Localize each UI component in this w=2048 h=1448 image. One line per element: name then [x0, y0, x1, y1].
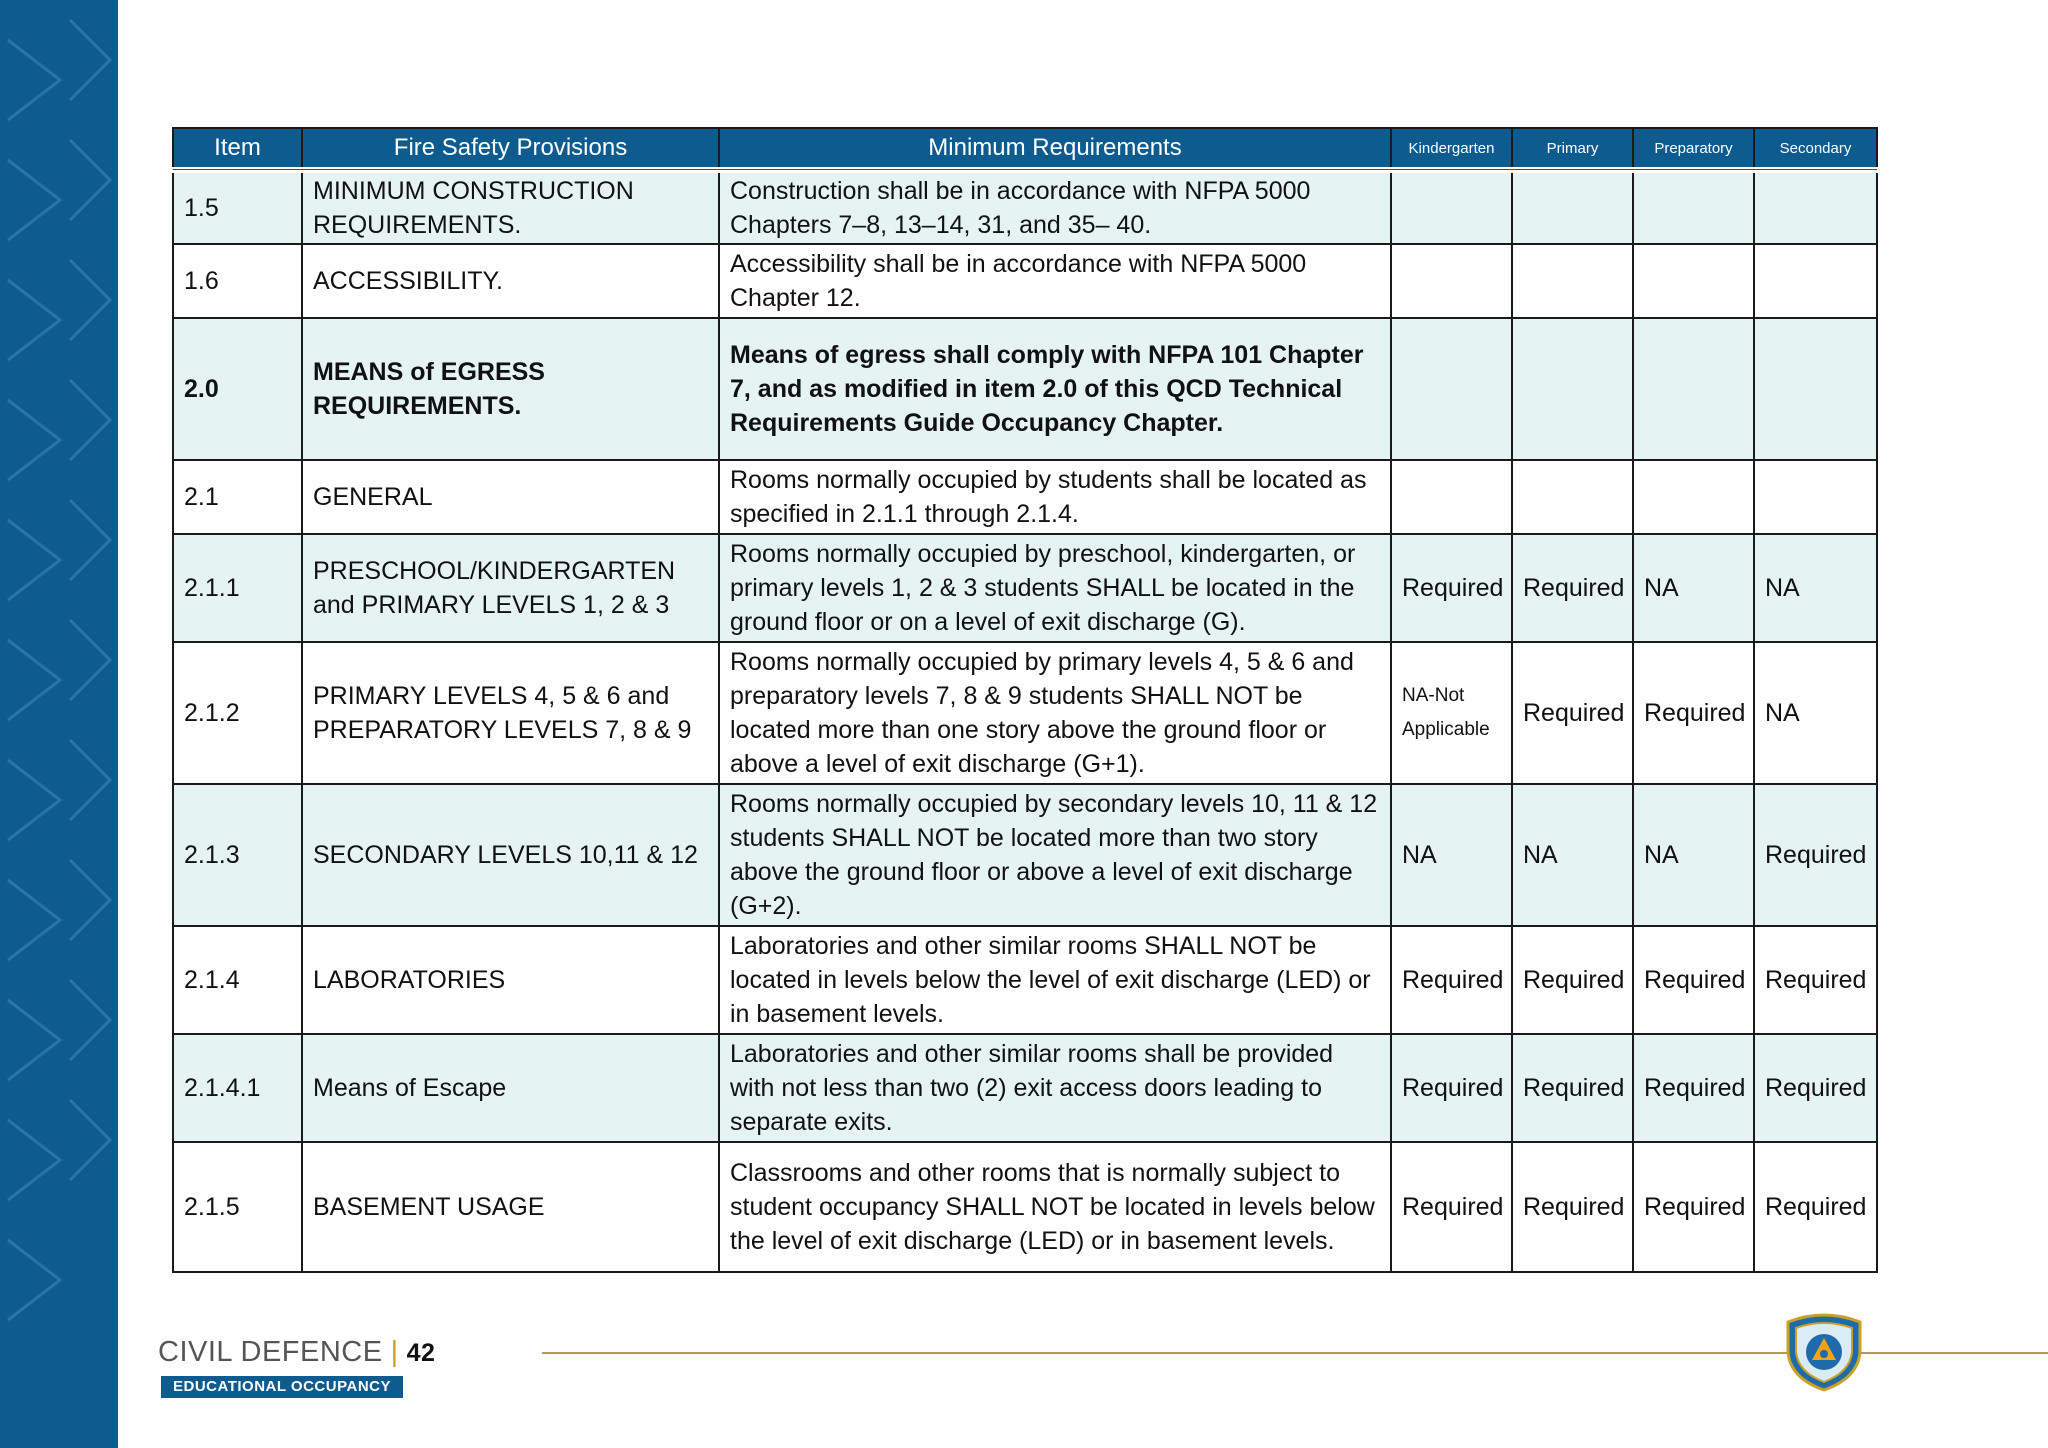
- page-number: 42: [406, 1339, 436, 1367]
- table-row: [173, 926, 1877, 1034]
- cell-provision: GENERAL: [302, 460, 719, 534]
- cell-primary: NA: [1512, 784, 1633, 926]
- table-row: [173, 170, 1877, 244]
- cell-item: 2.1.3: [173, 784, 302, 926]
- cell-requirement: Rooms normally occupied by secondary levels 10, 11 & 12 students SHALL NOT be located more than two story above the ground floor or above a level of exit discharge (G+2).: [719, 784, 1391, 926]
- cell-preparatory: Required: [1633, 1034, 1754, 1142]
- cell-primary: Required: [1512, 642, 1633, 784]
- requirements-table-container: [172, 127, 1876, 1273]
- table-row: [173, 460, 1877, 534]
- cell-preparatory: [1633, 318, 1754, 460]
- cell-secondary: [1754, 318, 1877, 460]
- footer-brand: CIVIL DEFENCE: [158, 1336, 383, 1368]
- cell-primary: [1512, 170, 1633, 244]
- sidebar-pattern-icon: [0, 0, 118, 1448]
- cell-secondary: [1754, 170, 1877, 244]
- cell-kindergarten: Required: [1391, 926, 1512, 1034]
- header-primary: Primary: [1512, 128, 1633, 170]
- cell-secondary: NA: [1754, 534, 1877, 642]
- header-item: Item: [173, 128, 302, 170]
- cell-preparatory: NA: [1633, 784, 1754, 926]
- cell-item: 1.6: [173, 244, 302, 318]
- cell-item: 2.1.1: [173, 534, 302, 642]
- cell-kindergarten: [1391, 244, 1512, 318]
- cell-preparatory: [1633, 460, 1754, 534]
- header-minimum-requirements: Minimum Requirements: [719, 128, 1391, 170]
- cell-provision: ACCESSIBILITY.: [302, 244, 719, 318]
- cell-primary: Required: [1512, 926, 1633, 1034]
- cell-preparatory: NA: [1633, 534, 1754, 642]
- cell-kindergarten: [1391, 170, 1512, 244]
- cell-requirement: Classrooms and other rooms that is normally subject to student occupancy SHALL NOT be located in levels below the level of exit discharge (LED) or in basement levels.: [719, 1142, 1391, 1272]
- cell-preparatory: Required: [1633, 642, 1754, 784]
- footer-separator: |: [390, 1336, 399, 1368]
- cell-secondary: Required: [1754, 1034, 1877, 1142]
- cell-secondary: [1754, 244, 1877, 318]
- section-badge: EDUCATIONAL OCCUPANCY: [161, 1376, 403, 1398]
- civil-defence-emblem-icon: [1778, 1308, 1870, 1397]
- cell-primary: [1512, 244, 1633, 318]
- cell-primary: [1512, 460, 1633, 534]
- cell-requirement: Rooms normally occupied by students shall be located as specified in 2.1.1 through 2.1.4.: [719, 460, 1391, 534]
- header-secondary: Secondary: [1754, 128, 1877, 170]
- cell-primary: Required: [1512, 1142, 1633, 1272]
- cell-kindergarten: Required: [1391, 1142, 1512, 1272]
- cell-item: 2.1.4.1: [173, 1034, 302, 1142]
- cell-requirement: Rooms normally occupied by primary levels 4, 5 & 6 and preparatory levels 7, 8 & 9 students SHALL NOT be located more than one story above the ground floor or above a level of exit discharge (G+1).: [719, 642, 1391, 784]
- decorative-sidebar: [0, 0, 118, 1448]
- table-row: [173, 1034, 1877, 1142]
- table-header-row: [173, 128, 1877, 170]
- fire-safety-requirements-table: [172, 127, 1878, 1273]
- cell-requirement: Laboratories and other similar rooms shall be provided with not less than two (2) exit access doors leading to separate exits.: [719, 1034, 1391, 1142]
- cell-kindergarten: Required: [1391, 1034, 1512, 1142]
- cell-requirement: Accessibility shall be in accordance with NFPA 5000 Chapter 12.: [719, 244, 1391, 318]
- cell-provision: BASEMENT USAGE: [302, 1142, 719, 1272]
- cell-provision: SECONDARY LEVELS 10,11 & 12: [302, 784, 719, 926]
- table-row: [173, 318, 1877, 460]
- cell-preparatory: Required: [1633, 926, 1754, 1034]
- cell-requirement: Rooms normally occupied by preschool, kindergarten, or primary levels 1, 2 & 3 students SHALL be located in the ground floor or on a level of exit discharge (G).: [719, 534, 1391, 642]
- table-row: [173, 534, 1877, 642]
- cell-kindergarten: [1391, 318, 1512, 460]
- cell-primary: Required: [1512, 534, 1633, 642]
- cell-provision: MEANS of EGRESS REQUIREMENTS.: [302, 318, 719, 460]
- cell-secondary: Required: [1754, 784, 1877, 926]
- cell-item: 2.1: [173, 460, 302, 534]
- cell-secondary: NA: [1754, 642, 1877, 784]
- cell-provision: PRIMARY LEVELS 4, 5 & 6 and PREPARATORY LEVELS 7, 8 & 9: [302, 642, 719, 784]
- cell-secondary: Required: [1754, 1142, 1877, 1272]
- table-row: [173, 784, 1877, 926]
- cell-requirement: Construction shall be in accordance with NFPA 5000 Chapters 7–8, 13–14, 31, and 35– 40.: [719, 170, 1391, 244]
- cell-requirement: Laboratories and other similar rooms SHALL NOT be located in levels below the level of exit discharge (LED) or in basement levels.: [719, 926, 1391, 1034]
- cell-item: 2.1.2: [173, 642, 302, 784]
- cell-provision: LABORATORIES: [302, 926, 719, 1034]
- cell-kindergarten: [1391, 460, 1512, 534]
- cell-primary: [1512, 318, 1633, 460]
- cell-secondary: Required: [1754, 926, 1877, 1034]
- table-row: [173, 244, 1877, 318]
- cell-item: 2.1.5: [173, 1142, 302, 1272]
- header-preparatory: Preparatory: [1633, 128, 1754, 170]
- cell-kindergarten: Required: [1391, 534, 1512, 642]
- cell-kindergarten: NA: [1391, 784, 1512, 926]
- cell-item: 2.0: [173, 318, 302, 460]
- cell-preparatory: [1633, 244, 1754, 318]
- cell-provision: MINIMUM CONSTRUCTION REQUIREMENTS.: [302, 170, 719, 244]
- header-kindergarten: Kindergarten: [1391, 128, 1512, 170]
- table-row: [173, 1142, 1877, 1272]
- cell-secondary: [1754, 460, 1877, 534]
- cell-preparatory: Required: [1633, 1142, 1754, 1272]
- cell-item: 2.1.4: [173, 926, 302, 1034]
- cell-preparatory: [1633, 170, 1754, 244]
- cell-item: 1.5: [173, 170, 302, 244]
- table-row: [173, 642, 1877, 784]
- footer-title: [158, 1336, 435, 1369]
- cell-provision: PRESCHOOL/KINDERGARTEN and PRIMARY LEVELS 1, 2 & 3: [302, 534, 719, 642]
- header-fire-safety-provisions: Fire Safety Provisions: [302, 128, 719, 170]
- cell-provision: Means of Escape: [302, 1034, 719, 1142]
- cell-kindergarten: NA-Not Applicable: [1391, 642, 1512, 784]
- cell-requirement: Means of egress shall comply with NFPA 101 Chapter 7, and as modified in item 2.0 of this QCD Technical Requirements Guide Occupancy Chapter.: [719, 318, 1391, 460]
- cell-primary: Required: [1512, 1034, 1633, 1142]
